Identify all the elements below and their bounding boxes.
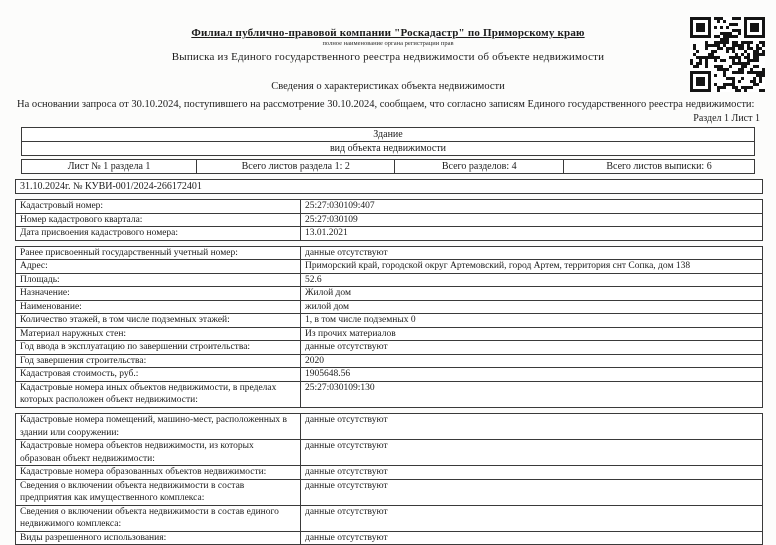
section-title: Сведения о характеристиках объекта недвижимости xyxy=(271,81,505,92)
row-value: 25:27:030109:407 xyxy=(305,201,375,211)
row-label: Количество этажей, в том числе подземных этажей: xyxy=(16,314,301,327)
row-value: 52.6 xyxy=(305,274,322,285)
table-row xyxy=(16,259,762,273)
table-row xyxy=(16,313,762,327)
row-label: Кадастровые номера помещений, машино-мест, расположенных в здании или сооружении: xyxy=(16,414,301,439)
row-value: 13.01.2021 xyxy=(305,228,348,239)
extract-sheets-total-cell: Всего листов выписки: 6 xyxy=(564,159,755,174)
table-row xyxy=(16,439,762,465)
row-label: Адрес: xyxy=(16,260,301,273)
table-row xyxy=(16,479,762,505)
table-row xyxy=(16,414,762,439)
row-label: Сведения о включении объекта недвижимости в состав единого недвижимого комплекса: xyxy=(16,506,301,531)
cadastral-numbers-table xyxy=(15,199,763,241)
row-value: 1, в том числе подземных 0 xyxy=(305,315,416,326)
registration-org-name: Филиал публично-правовой компании "Роскадастр" по Приморскому краю xyxy=(191,27,585,39)
sections-total-cell: Всего разделов: 4 xyxy=(395,159,564,174)
sheet-counts-row xyxy=(21,159,755,174)
row-value: 1905648.56 xyxy=(305,369,351,380)
table-row xyxy=(16,300,762,314)
row-label: Кадастровый номер: xyxy=(16,200,301,213)
table-row xyxy=(16,286,762,300)
table-row xyxy=(16,327,762,341)
row-value: жилой дом xyxy=(305,301,350,312)
row-label: Кадастровые номера образованных объектов недвижимости: xyxy=(16,466,301,479)
row-label: Кадастровые номера иных объектов недвижимости, в пределах которых расположен объект недвижимости: xyxy=(16,382,301,407)
row-value: данные отсутствуют xyxy=(305,342,388,353)
row-label: Наименование: xyxy=(16,301,301,314)
row-value: Жилой дом xyxy=(305,288,351,299)
registration-org-caption: полное наименование органа регистрации прав xyxy=(322,40,454,47)
row-label: Материал наружных стен: xyxy=(16,328,301,341)
object-details-table xyxy=(15,246,763,408)
object-type-caption: вид объекта недвижимости xyxy=(22,141,754,155)
object-details-tables xyxy=(0,246,776,545)
row-label: Назначение: xyxy=(16,287,301,300)
row-label: Год завершения строительства: xyxy=(16,355,301,368)
table-row xyxy=(16,247,762,260)
table-row xyxy=(16,367,762,381)
table-row xyxy=(16,465,762,479)
document-header xyxy=(0,0,776,63)
row-value: данные отсутствуют xyxy=(305,532,388,543)
object-type-value: Здание xyxy=(373,129,403,140)
row-label: Год ввода в эксплуатацию по завершении строительства: xyxy=(16,341,301,354)
table-row xyxy=(16,381,762,407)
row-value: данные отсутствуют xyxy=(305,506,388,517)
row-value: данные отсутствуют xyxy=(305,247,388,258)
section-sheets-total-cell: Всего листов раздела 1: 2 xyxy=(197,159,395,174)
table-row xyxy=(16,273,762,287)
row-label: Кадастровые номера объектов недвижимости, из которых образован объект недвижимости: xyxy=(16,440,301,465)
table-row xyxy=(16,505,762,531)
table-row xyxy=(16,340,762,354)
row-label: Площадь: xyxy=(16,274,301,287)
document-title: Выписка из Единого государственного реестра недвижимости об объекте недвижимости xyxy=(171,51,605,63)
object-type-table xyxy=(21,127,755,156)
request-statement: На основании запроса от 30.10.2024, поступившего на рассмотрение 30.10.2024, сообщаем, что согласно записям Единого государственного реестра недвижимости: xyxy=(17,99,755,110)
row-value: данные отсутствуют xyxy=(305,414,388,425)
table-row xyxy=(16,213,762,227)
row-value: 25:27:030109 xyxy=(305,214,358,225)
table-row xyxy=(16,226,762,240)
row-label: Кадастровая стоимость, руб.: xyxy=(16,368,301,381)
qr-code-icon xyxy=(690,17,765,92)
row-label: Виды разрешенного использования: xyxy=(16,532,301,545)
row-value: данные отсутствуют xyxy=(305,467,388,478)
object-details-table xyxy=(15,413,763,545)
row-value: Из прочих материалов xyxy=(305,328,396,339)
section-sheet-label: Раздел 1 Лист 1 xyxy=(693,113,760,124)
table-row xyxy=(16,531,762,545)
row-label: Ранее присвоенный государственный учетный номер: xyxy=(16,247,301,260)
row-value: 25:27:030109:130 xyxy=(305,382,375,393)
row-value: данные отсутствуют xyxy=(305,480,388,491)
row-value: 2020 xyxy=(305,355,324,366)
row-label: Номер кадастрового квартала: xyxy=(16,214,301,227)
sheet-number-cell: Лист № 1 раздела 1 xyxy=(21,159,197,174)
row-label: Дата присвоения кадастрового номера: xyxy=(16,227,301,240)
row-value: данные отсутствуют xyxy=(305,441,388,452)
table-row xyxy=(16,354,762,368)
row-value: Приморский край, городской округ Артемовский, город Артем, территория снт Сопка, дом 138 xyxy=(305,261,691,272)
row-label: Сведения о включении объекта недвижимости в состав предприятия как имущественного комплекса: xyxy=(16,480,301,505)
extract-date-number: 31.10.2024г. № КУВИ-001/2024-266172401 xyxy=(15,179,763,194)
table-row xyxy=(16,200,762,213)
